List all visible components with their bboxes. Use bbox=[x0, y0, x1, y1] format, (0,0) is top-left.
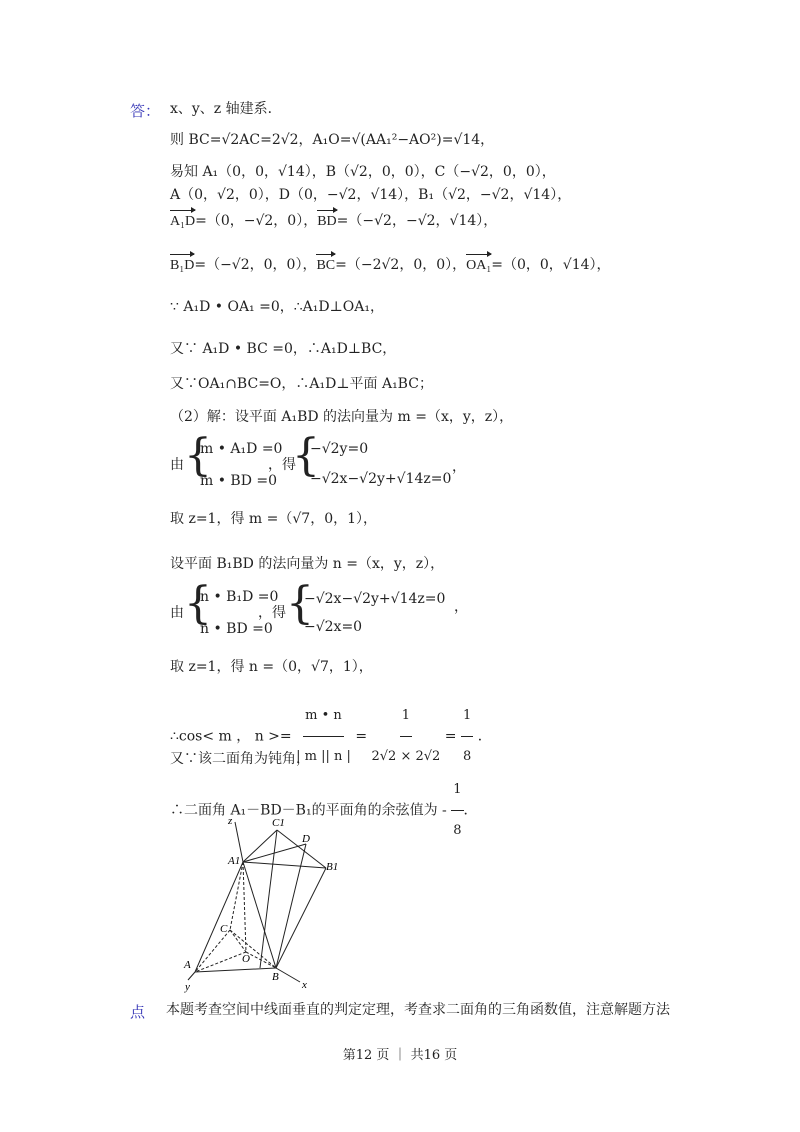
vector-bc: BC bbox=[316, 258, 336, 273]
system-2-mid: ，得 bbox=[258, 605, 286, 621]
line-perp-3: 又∵OA₁∩BC=O，∴A₁D⊥平面 A₁BC； bbox=[170, 376, 433, 392]
point-label: 点 bbox=[130, 1003, 146, 1021]
system-1-end: ， bbox=[452, 459, 466, 475]
line-bc: 则 BC=√2AC=2√2，A₁O=√(AA₁²−AO²)=√14， bbox=[170, 132, 495, 148]
line-vectors-1: A₁D=（0，−√2，0），BD=（−√2，−√2，√14）， bbox=[170, 213, 498, 229]
line-axes: x、y、z 轴建系． bbox=[170, 101, 282, 117]
prism-figure bbox=[180, 812, 340, 997]
system-1-prefix: 由 bbox=[170, 457, 184, 473]
line-conclusion: ∴二面角 A₁－BD－B₁的平面角的余弦值为 - $\frac{1}{8}$ ． bbox=[170, 770, 478, 851]
system-2-sol-2: −√2x=0 bbox=[304, 619, 363, 635]
cos-fraction-2: $\frac{1}{2√2 \times 2√2}$ bbox=[372, 696, 441, 777]
label-o: O bbox=[242, 953, 250, 965]
system-2-sol-1: −√2x−√2y+√14z=0 bbox=[304, 591, 446, 607]
system-1-sol-1: −√2y=0 bbox=[310, 441, 369, 457]
label-x: x bbox=[302, 979, 307, 991]
system-1-brace: { bbox=[184, 430, 212, 481]
system-1-sol-2: −√2x−√2y+√14z=0 bbox=[310, 471, 452, 487]
vector-oa1: OA₁ bbox=[466, 258, 492, 273]
system-2-brace-2: { bbox=[286, 578, 314, 629]
line-perp-1: ∵ A₁D • OA₁ =0，∴A₁D⊥OA₁， bbox=[170, 299, 384, 315]
system-1-brace-2: { bbox=[292, 430, 320, 481]
label-a: A bbox=[184, 959, 191, 971]
line-vectors-2: B₁D=（−√2，0，0），BC=（−2√2，0，0），OA₁=（0，0，√14）， bbox=[170, 257, 611, 273]
label-z: z bbox=[228, 815, 233, 827]
answer-label: 答： bbox=[130, 102, 161, 120]
cos-fraction-3: $\frac{1}{8}$ bbox=[461, 696, 473, 777]
system-1-row-1: m • A₁D =0 bbox=[200, 441, 283, 457]
line-obtuse: 又∵该二面角为钝角， bbox=[170, 751, 310, 767]
line-part2: （2）解：设平面 A₁BD 的法向量为 m =（x，y，z）， bbox=[170, 409, 514, 425]
system-1-row-2: m • BD =0 bbox=[200, 473, 278, 489]
line-coords-2: A（0，√2，0），D（0，−√2，√14），B₁（√2，−√2，√14）， bbox=[170, 187, 572, 203]
label-y: y bbox=[185, 981, 190, 993]
line-plane-b1bd: 设平面 B₁BD 的法向量为 n =（x，y，z）， bbox=[170, 556, 445, 572]
label-c1: C1 bbox=[272, 817, 285, 829]
vector-a1d: A₁D bbox=[170, 214, 196, 229]
line-n-vector: 取 z=1，得 n =（0，√7，1）， bbox=[170, 659, 373, 675]
label-b: B bbox=[272, 971, 279, 983]
system-1-mid: ，得 bbox=[268, 457, 296, 473]
line-perp-2: 又∵ A₁D • BC =0，∴A₁D⊥BC， bbox=[170, 341, 397, 357]
line-m-vector: 取 z=1，得 m =（√7，0，1）， bbox=[170, 511, 378, 527]
system-2-row-1: n • B₁D =0 bbox=[200, 589, 279, 605]
line-coords-1: 易知 A₁（0，0，√14），B（√2，0，0），C（−√2，0，0）， bbox=[170, 164, 556, 180]
cos-fraction-1: $\frac{m • n}{| m || n |}$ bbox=[296, 696, 351, 777]
point-text: 本题考查空间中线面垂直的判定定理，考查求二面角的三角函数值，注意解题方法 bbox=[166, 1002, 670, 1018]
system-2-row-2: n • BD =0 bbox=[200, 621, 273, 637]
vector-bd: BD bbox=[317, 214, 337, 229]
system-2-prefix: 由 bbox=[170, 605, 184, 621]
page-footer: 第12 页 ｜ 共16 页 bbox=[342, 1048, 458, 1063]
label-b1: B1 bbox=[326, 861, 339, 873]
label-a1: A1 bbox=[228, 855, 241, 867]
label-c: C bbox=[220, 923, 228, 935]
vector-b1d: B₁D bbox=[170, 258, 195, 273]
label-d: D bbox=[302, 833, 310, 845]
line-cosine: ∴cos< m ， n >= $\frac{m • n}{| m || n |}$ = $\frac{1}{2√2 \times 2√2}$ = $\frac{1}{8}$ ． bbox=[170, 696, 492, 777]
system-2-end: ， bbox=[454, 599, 468, 615]
answer-fraction: $\frac{1}{8}$ bbox=[451, 770, 463, 851]
system-2-brace: { bbox=[184, 578, 212, 629]
